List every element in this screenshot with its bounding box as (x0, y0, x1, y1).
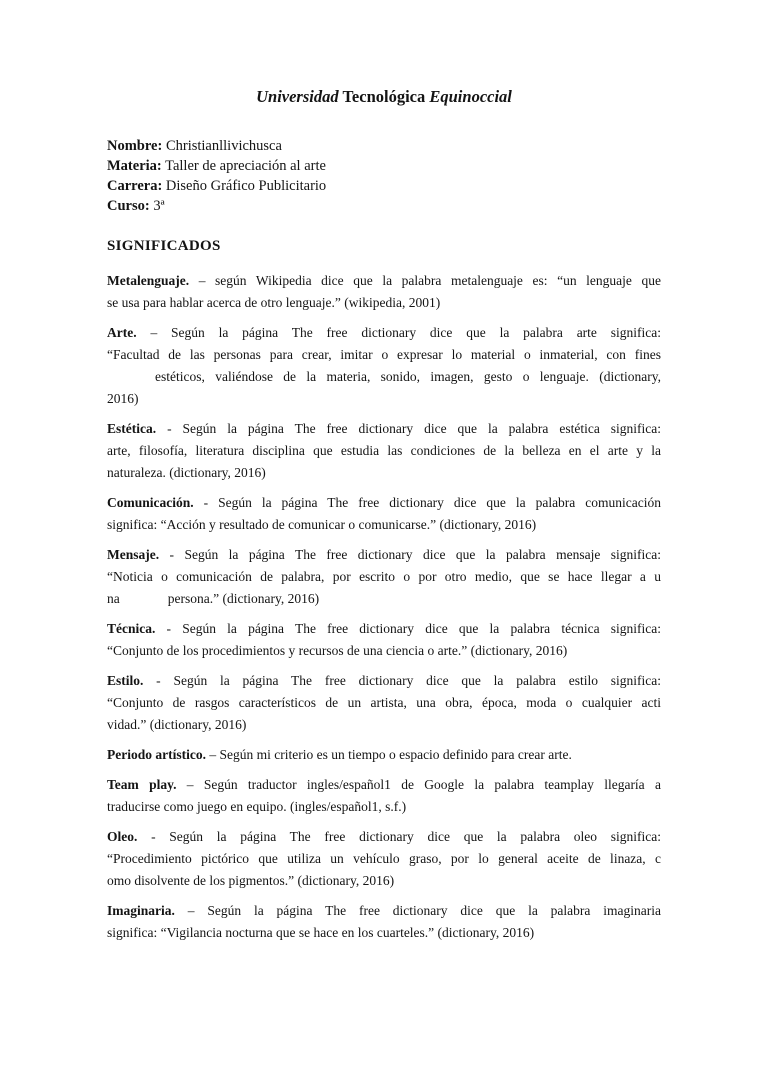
meta-value: Diseño Gráfico Publicitario (165, 178, 327, 194)
student-info (107, 136, 661, 216)
paragraph-line: significa: “Acción y resultado de comunicar o comunicarse.” (dictionary, 2016) (107, 517, 537, 532)
paragraph-line: Estilo. - Según la página The free dictionary dice que la palabra estilo significa: (107, 673, 661, 688)
definition-paragraph-imaginaria (107, 900, 661, 944)
definition-paragraph-tecnica (107, 618, 661, 662)
paragraph-line: “Conjunto de rasgos característicos de un artista, una obra, época, moda o cualquier acti (107, 695, 661, 710)
meta-carrera (107, 176, 661, 196)
paragraph-line: significa: “Vigilancia nocturna que se hace en los cuarteles.” (dictionary, 2016) (107, 925, 535, 940)
definition-term: Imaginaria. (107, 903, 188, 918)
paragraph-line: 2016) (107, 391, 139, 406)
paragraph-line: “Procedimiento pictórico que utiliza un vehículo graso, por lo general aceite de linaza, c (107, 851, 661, 866)
paragraph-line: Comunicación. - Según la página The free dictionary dice que la palabra comunicación (107, 495, 661, 510)
meta-value: 3ª (153, 198, 165, 214)
paragraph-line: se usa para hablar acerca de otro lenguaje.” (wikipedia, 2001) (107, 295, 441, 310)
definition-term: Oleo. (107, 829, 152, 844)
definition-term: Estética. (107, 421, 168, 436)
meta-label: Materia: (107, 158, 162, 174)
paragraph-line: vidad.” (dictionary, 2016) (107, 717, 247, 732)
paragraph-line: Periodo artístico. – Según mi criterio es un tiempo o espacio definido para crear arte. (107, 747, 572, 762)
title-segment: Tecnológica (342, 87, 426, 106)
paragraph-line: arte, filosofía, literatura disciplina que estudia las condiciones de la belleza en el arte y la (107, 443, 661, 458)
definition-paragraph-estilo (107, 670, 661, 736)
definition-paragraph-comunicacion (107, 492, 661, 536)
paragraph-line: naturaleza. (dictionary, 2016) (107, 465, 266, 480)
definition-term: Metalenguaje. (107, 273, 199, 288)
definition-term: Técnica. (107, 621, 167, 636)
definition-paragraph-team-play (107, 774, 661, 818)
paragraph-line: Oleo. - Según la página The free dictionary dice que la palabra oleo significa: (107, 829, 661, 844)
definition-term: Team play. (107, 777, 187, 792)
definition-term: Arte. (107, 325, 151, 340)
meta-nombre (107, 136, 661, 156)
paragraph-line: traducirse como juego en equipo. (ingles/español1, s.f.) (107, 799, 407, 814)
definition-term: Comunicación. (107, 495, 204, 510)
definition-paragraph-mensaje (107, 544, 661, 610)
paragraph-line: omo disolvente de los pigmentos.” (dictionary, 2016) (107, 873, 395, 888)
paragraph-line: estéticos, valiéndose de la materia, sonido, imagen, gesto o lenguaje. (dictionary, (155, 369, 661, 384)
meta-label: Nombre: (107, 138, 163, 154)
meta-label: Curso: (107, 198, 150, 214)
title-segment: Universidad (256, 87, 339, 106)
meta-value: Taller de apreciación al arte (165, 158, 326, 174)
paragraph-line: na persona.” (dictionary, 2016) (107, 591, 320, 606)
paragraph-line: Estética. - Según la página The free dictionary dice que la palabra estética significa: (107, 421, 662, 436)
document-content (107, 86, 661, 944)
definition-paragraph-arte (107, 322, 661, 410)
paragraph-line: “Conjunto de los procedimientos y recursos de una ciencia o arte.” (dictionary, 2016) (107, 643, 568, 658)
paragraphs (107, 270, 661, 944)
definition-paragraph-oleo (107, 826, 661, 892)
meta-label: Carrera: (107, 178, 163, 194)
definition-paragraph-metalenguaje (107, 270, 661, 314)
title-segment: Equinoccial (429, 87, 512, 106)
paragraph-line: Team play. – Según traductor ingles/español1 de Google la palabra teamplay llegaría a (107, 777, 661, 792)
definition-term: Periodo artístico. (107, 747, 210, 762)
definition-paragraph-estetica (107, 418, 661, 484)
definition-paragraph-periodo-artistico (107, 744, 661, 766)
document-title (107, 86, 661, 108)
paragraph-line: Imaginaria. – Según la página The free dictionary dice que la palabra imaginaria (107, 903, 661, 918)
paragraph-line: Metalenguaje. – según Wikipedia dice que la palabra metalenguaje es: “un lenguaje que (107, 273, 661, 288)
section-heading: SIGNIFICADOS (107, 238, 221, 254)
definition-term: Estilo. (107, 673, 157, 688)
definition-term: Mensaje. (107, 547, 170, 562)
paragraph-line: Arte. – Según la página The free dictionary dice que la palabra arte significa: (107, 325, 661, 340)
meta-materia (107, 156, 661, 176)
paragraph-line: Mensaje. - Según la página The free dictionary dice que la palabra mensaje significa: (107, 547, 661, 562)
paragraph-line: “Noticia o comunicación de palabra, por escrito o por otro medio, que se hace llegar a u (107, 569, 661, 584)
paragraph-line: “Facultad de las personas para crear, imitar o expresar lo material o inmaterial, con fines (107, 347, 661, 362)
paragraph-line: Técnica. - Según la página The free dictionary dice que la palabra técnica significa: (107, 621, 661, 636)
meta-curso (107, 196, 661, 216)
meta-value: Christianllivichusca (165, 138, 282, 154)
